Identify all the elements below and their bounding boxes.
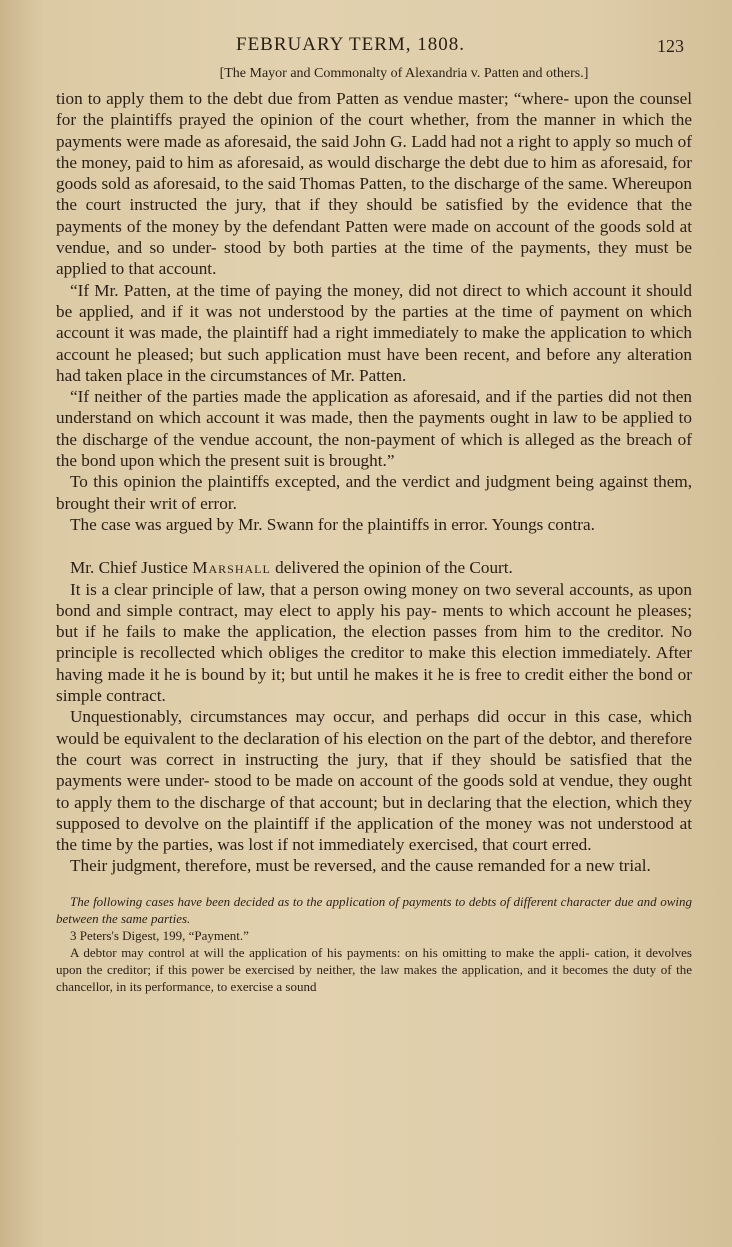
body-text bbox=[56, 88, 692, 877]
footnote-reference: 3 Peters's Digest, 199, “Payment.” bbox=[70, 927, 249, 943]
section-gap bbox=[56, 535, 692, 557]
paragraph: tion to apply them to the debt due from Patten as vendue master; “where- upon the counsel for the plaintiffs prayed the opinion of the court whether, from the manner in which the payments were made as aforesaid, the said John G. Ladd had not a right to apply so much of the money, paid to him as aforesaid, as would discharge the debt due to him as aforesaid, for goods sold as aforesaid, to the said Thomas Patten, to the discharge of the same. Whereupon the court instructed the jury, that if they should be satisfied by the evidence that the payments of the money by the defendant Patten were made on account of the goods sold at vendue, and so under- stood by both parties at the time of the payments, they must be applied to that account. bbox=[56, 89, 692, 279]
footnote-separator bbox=[56, 877, 692, 887]
opinion-intro-before: Mr. Chief Justice bbox=[70, 558, 193, 578]
paragraph: “If Mr. Patten, at the time of paying the money, did not direct to which account it should be applied, and if it was not understood by the parties at the time of payment on which account it was made, the plaintiff had a right immediately to make the application to which account he pleased; but such application must have been recent, and before any alteration had taken place in the circumstances of Mr. Patten. bbox=[56, 280, 692, 385]
footnote-intro: The following cases have been decided as to the application of payments to debts of different character due and owing between the same parties. bbox=[56, 893, 692, 926]
opinion-paragraph: Their judgment, therefore, must be reversed, and the cause remanded for a new trial. bbox=[70, 856, 651, 876]
justice-name: Marshall bbox=[192, 558, 271, 578]
footnotes bbox=[56, 893, 692, 995]
running-head: FEBRUARY TERM, 1808. bbox=[236, 34, 466, 55]
page-number: 123 bbox=[657, 36, 684, 56]
page-header bbox=[56, 28, 692, 62]
opinion-paragraph: It is a clear principle of law, that a person owing money on two several accounts, as upon bond and simple contract, may elect to apply his pay- ments to which account he pleases; but if he fails to make the application, the election passes from him to the creditor. No principle is recollected which obliges the creditor to make this election immediately. After having made it he is bound by it; but until he makes it he is free to credit either the bond or simple contract. bbox=[56, 579, 692, 706]
paragraph: The case was argued by Mr. Swann for the plaintiffs in error. Youngs contra. bbox=[70, 514, 595, 534]
paragraph: “If neither of the parties made the application as aforesaid, and if the parties did not then understand on which account it was made, then the payments ought in law to be applied to the discharge of the vendue account, the non-payment of which is alleged as the breach of the bond upon which the present suit is brought.” bbox=[56, 387, 692, 471]
opinion-intro-after: delivered the opinion of the Court. bbox=[270, 558, 513, 578]
footnote-text: A debtor may control at will the application of his payments: on his omitting to make the appli- cation, it devolves upon the creditor; if this power be exercised by neither, the law makes the application, and it becomes the duty of the chancellor, in its performance, to exercise a sound bbox=[56, 944, 692, 994]
paragraph: To this opinion the plaintiffs excepted, and the verdict and judgment being against them, brought their writ of error. bbox=[56, 472, 692, 513]
opinion-paragraph: Unquestionably, circumstances may occur, and perhaps did occur in this case, which would be equivalent to the declaration of his election on the part of the debtor, and therefore the court was correct in instructing the jury, that if they should be satisfied that the payments were under- stood to be made on account of the goods sold at vendue, they ought to apply them to the discharge of that account; but in declaring that the election, which they supposed to devolve on the plaintiff if the application of the money was not understood at the time by the parties, was lost if not immediately exercised, that court erred. bbox=[56, 707, 692, 855]
opinion-intro bbox=[56, 557, 692, 578]
case-title: [The Mayor and Commonalty of Alexandria v. Patten and others.] bbox=[219, 66, 589, 81]
